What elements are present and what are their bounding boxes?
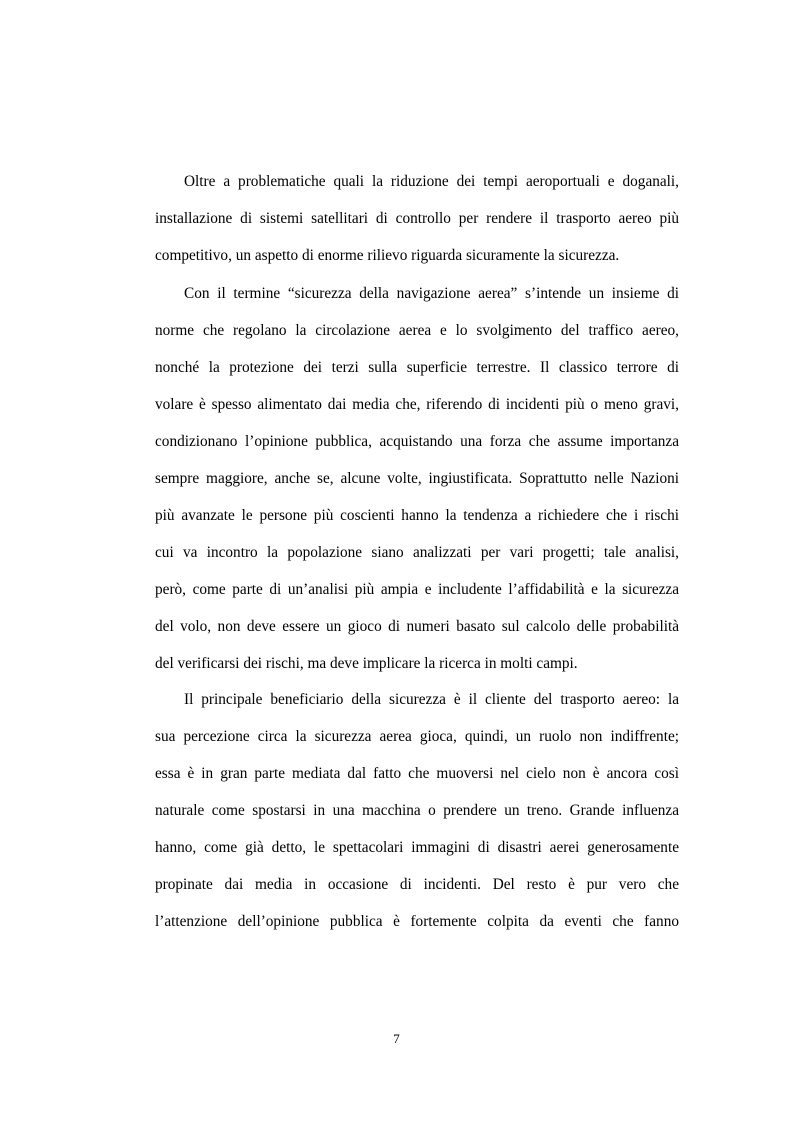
paragraph-3-line-4: naturale come spostarsi in una macchina o prendere un treno. Grande influenza [155,802,679,819]
paragraph-3-line-1: Il principale beneficiario della sicurezza è il cliente del trasporto aereo: la [184,691,679,708]
paragraph-2-line-8: cui va incontro la popolazione siano analizzati per vari progetti; tale analisi, [155,544,679,561]
paragraph-2-line-9: però, come parte di un’analisi più ampia e includente l’affidabilità e la sicurezza [155,581,679,598]
paragraph-2-line-11: del verificarsi dei rischi, ma deve implicare la ricerca in molti campi. [155,655,578,672]
paragraph-1-line-2: installazione di sistemi satellitari di controllo per rendere il trasporto aereo più [155,210,679,227]
paragraph-3-line-5: hanno, come già detto, le spettacolari immagini di disastri aerei generosamente [155,839,679,856]
page-number: 7 [393,1031,400,1046]
paragraph-1-line-1: Oltre a problematiche quali la riduzione dei tempi aeroportuali e doganali, [184,173,679,190]
paragraph-2-line-3: nonché la protezione dei terzi sulla superficie terrestre. Il classico terrore di [155,359,679,376]
paragraph-3-line-7: l’attenzione dell’opinione pubblica è fortemente colpita da eventi che fanno [155,913,679,930]
paragraph-2-line-1: Con il termine “sicurezza della navigazione aerea” s’intende un insieme di [184,285,679,302]
paragraph-1-line-3: competitivo, un aspetto di enorme rilievo riguarda sicuramente la sicurezza. [155,247,620,264]
paragraph-2-line-5: condizionano l’opinione pubblica, acquistando una forza che assume importanza [155,433,679,450]
paragraph-2-line-10: del volo, non deve essere un gioco di numeri basato sul calcolo delle probabilità [155,618,679,635]
paragraph-2-line-2: norme che regolano la circolazione aerea e lo svolgimento del traffico aereo, [155,322,679,339]
paragraph-3-line-2: sua percezione circa la sicurezza aerea gioca, quindi, un ruolo non indiffrente; [155,728,679,745]
paragraph-3-line-6: propinate dai media in occasione di incidenti. Del resto è pur vero che [155,876,679,893]
paragraph-2-line-6: sempre maggiore, anche se, alcune volte, ingiustificata. Soprattutto nelle Nazioni [155,470,679,487]
paragraph-2-line-4: volare è spesso alimentato dai media che, riferendo di incidenti più o meno gravi, [155,396,679,413]
paragraph-2-line-7: più avanzate le persone più coscienti hanno la tendenza a richiedere che i rischi [155,507,679,524]
paragraph-3-line-3: essa è in gran parte mediata dal fatto che muoversi nel cielo non è ancora così [155,765,679,782]
